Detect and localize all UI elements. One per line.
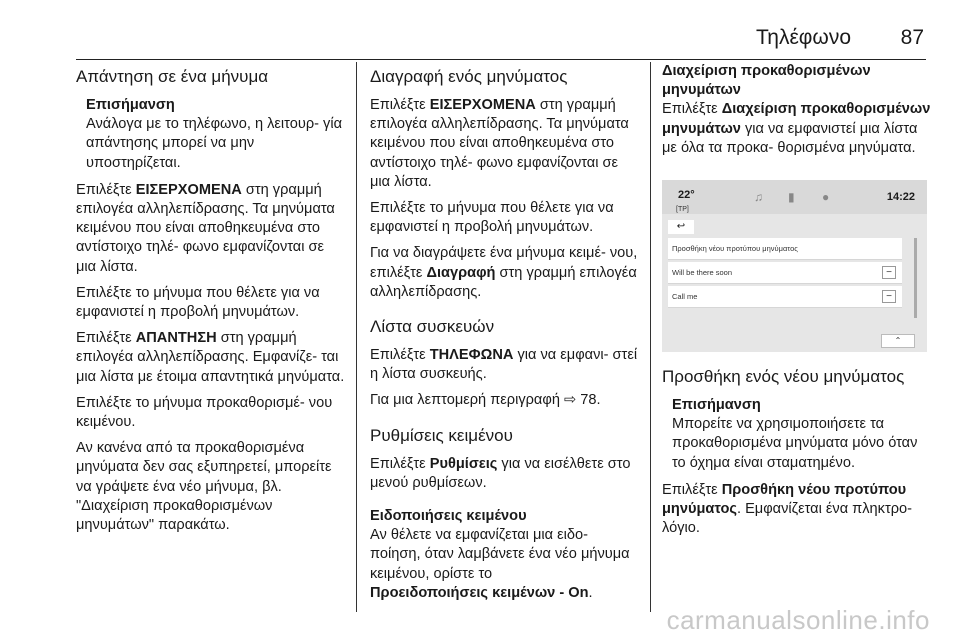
paragraph: Αν θέλετε να εμφανίζεται μια ειδο- ποίηση, όταν λαμβάνετε ένα νέο μήνυμα κειμένου, ορίστε το Προειδοποιήσεις κειμένων - On. [370,527,630,601]
list-item: Προσθήκη νέου προτύπου μηνύματος [668,238,902,260]
list-item: Will be there soon − [668,262,902,284]
temperature-readout: 22° [678,189,695,202]
note-title: Επισήμανση [86,97,175,113]
note-text: Μπορείτε να χρησιμοποιήσετε τα προκαθορισμένα μηνύματα μόνο όταν το όχημα είναι σταματημένο. [672,416,918,471]
paragraph: Επιλέξτε Προσθήκη νέου προτύπου μηνύματος. Εμφανίζεται ένα πληκτρο- λόγιο. [662,481,913,537]
note-box [76,96,348,173]
clock-readout: 14:22 [886,191,915,204]
settings-icon: ● [822,190,830,205]
heading-add-message: Προσθήκη ενός νέου μηνύματος [662,367,905,387]
heading-reply-message: Απάντηση σε ένα μήνυμα [76,67,269,86]
tp-indicator: [TP] [676,206,689,214]
paragraph: Αν κανένα από τα προκαθορισμένα μηνύματα δεν σας εξυπηρετεί, μπορείτε να γράψετε ένα νέο μήνυμα, βλ. "Διαχείριση προκαθορισμένων μηνυμάτων" παρακάτω. [76,440,332,534]
minus-icon: − [882,266,896,279]
page-header [76,26,926,60]
paragraph: Επιλέξτε ΕΙΣΕΡΧΟΜΕΝΑ στη γραμμή επιλογέα αλληλεπίδρασης. Τα μηνύματα κειμένου που είναι αποθηκευμένα στο αντίστοιχο τηλέ- φωνο εμφανίζονται σε μια λίστα. [76,181,335,275]
paragraph: Επιλέξτε το μήνυμα που θέλετε για να εμφανιστεί η προβολή μηνυμάτων. [370,200,614,236]
column-divider [650,62,651,612]
paragraph: Επιλέξτε Ρυθμίσεις για να εισέλθετε στο μενού ρυθμίσεων. [370,455,631,491]
paragraph: Επιλέξτε ΕΙΣΕΡΧΟΜΕΝΑ στη γραμμή επιλογέα αλληλεπίδρασης. Τα μηνύματα κειμένου που είναι αποθηκευμένα στο αντίστοιχο τηλέ- φωνο εμφανίζονται σε μια λίστα. [370,97,629,190]
note-box [662,396,932,473]
paragraph: Επιλέξτε Διαχείριση προκαθορισμένων μηνυμάτων για να εμφανιστεί μια λίστα με όλα τα προκα- θορισμένα μηνύματα. [662,101,931,156]
column-divider [356,62,357,612]
back-button: ↩ [668,220,694,234]
paragraph: Επιλέξτε το μήνυμα που θέλετε για να εμφανιστεί η προβολή μηνυμάτων. [76,284,320,321]
infotainment-screen-illustration [662,180,927,352]
page-number: 87 [900,26,924,49]
heading-text-settings: Ρυθμίσεις κειμένου [370,425,513,445]
column-3 [662,62,932,545]
list-item: Call me − [668,286,902,308]
subheading-text-notifications: Ειδοποιήσεις κειμένου [370,508,527,525]
chevron-down-icon: ⌃ [881,334,915,348]
music-icon: ♫ [754,190,763,205]
minus-icon: − [882,290,896,303]
column-1 [76,62,348,542]
heading-delete-message: Διαγραφή ενός μηνύματος [370,67,568,86]
column-2 [370,62,642,610]
note-text: Ανάλογα με το τηλέφωνο, η λειτουρ- γία απάντησης μπορεί να μην υποστηρίζεται. [86,116,343,171]
phone-icon: ▮ [788,190,795,205]
paragraph: Επιλέξτε ΑΠΑΝΤΗΣΗ στη γραμμή επιλογέα αλληλεπίδρασης. Εμφανίζε- ται μια λίστα με έτοιμα απαντητικά μηνύματα. [76,330,345,385]
heading-device-list: Λίστα συσκευών [370,317,495,337]
paragraph: Για μια λεπτομερή περιγραφή ⇨ 78. [370,392,601,409]
note-title: Επισήμανση [672,397,761,414]
heading-manage-predefined: Διαχείριση προκαθορισμένων μηνυμάτων [662,63,871,99]
paragraph: Επιλέξτε το μήνυμα προκαθορισμέ- νου κειμένου. [76,394,333,431]
paragraph: Για να διαγράψετε ένα μήνυμα κειμέ- νου, επιλέξτε Διαγραφή στη γραμμή επιλογέα αλληλεπίδρασης. [370,245,638,300]
scrollbar [914,238,917,318]
status-bar [662,180,927,214]
paragraph: Επιλέξτε ΤΗΛΕΦΩΝΑ για να εμφανι- στεί η λίστα συσκευής. [370,347,638,383]
section-title: Τηλέφωνο [755,26,851,49]
watermark: carmanualsonline.info [666,605,930,635]
